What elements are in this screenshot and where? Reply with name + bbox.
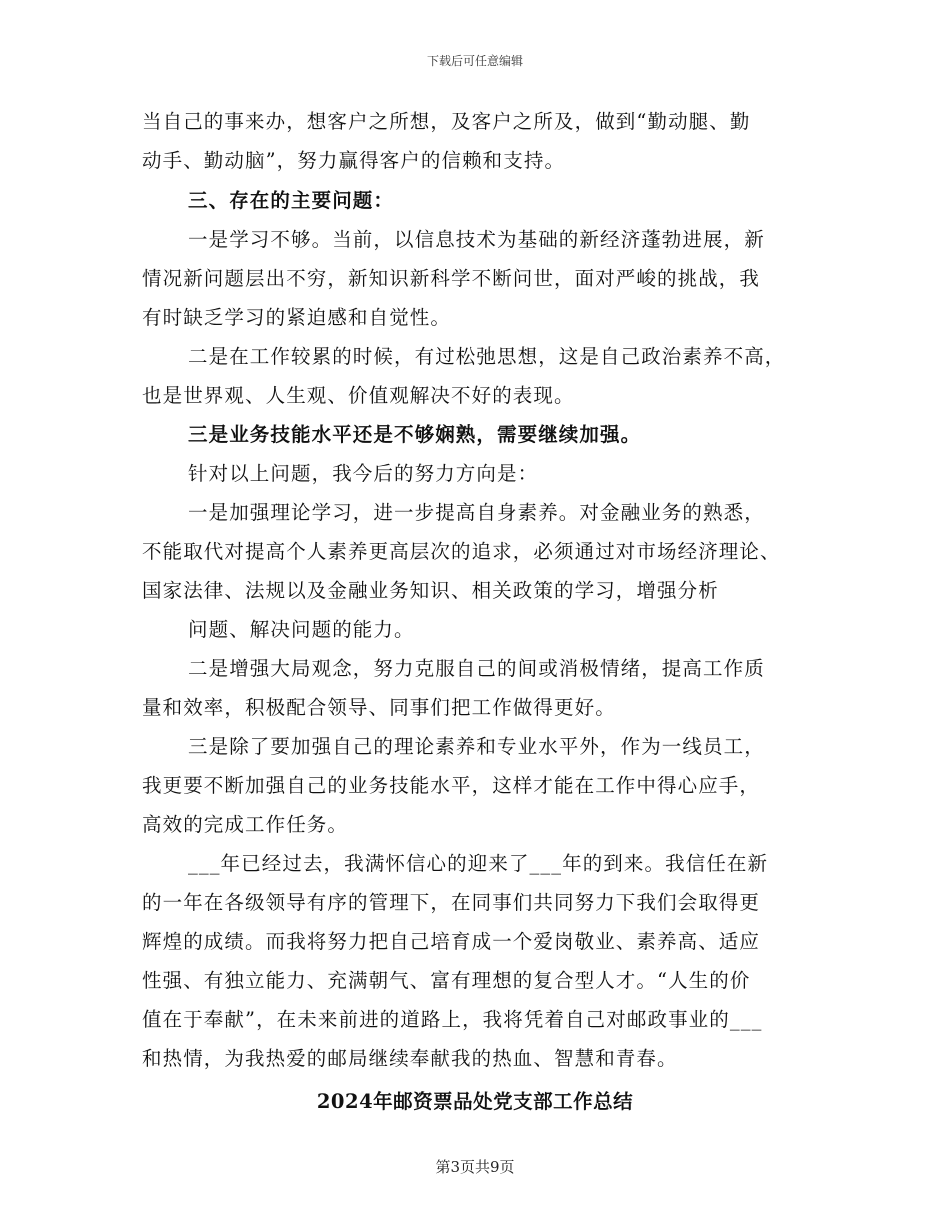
paragraph-line: ___年已经过去，我满怀信心的迎来了___年的到来。我信任在新 xyxy=(188,852,769,875)
paragraph-line: 和热情，为我热爱的邮局继续奉献我的热血、智慧和青春。 xyxy=(142,1047,678,1070)
paragraph-line: 国家法律、法规以及金融业务知识、相关政策的学习，增强分析 xyxy=(142,579,719,602)
paragraph-line: 当自己的事来办，想客户之所想，及客户之所及，做到“勤动腿、勤 xyxy=(142,110,751,133)
paragraph-line: 情况新问题层出不穷，新知识新科学不断问世，面对严峻的挑战，我 xyxy=(142,267,761,290)
paragraph-line: 高效的完成工作任务。 xyxy=(142,813,349,836)
paragraph-line: 不能取代对提高个人素养更高层次的追求，必须通过对市场经济理论、 xyxy=(142,540,781,563)
page-number: 第3页共9页 xyxy=(435,1158,515,1176)
section-title: 2024年邮资票品处党支部工作总结 xyxy=(316,1090,634,1113)
paragraph-line: 二是在工作较累的时候，有过松弛思想，这是自己政治素养不高， xyxy=(188,345,786,368)
paragraph-line: 也是世界观、人生观、价值观解决不好的表现。 xyxy=(142,384,575,407)
paragraph-line: 一是学习不够。当前，以信息技术为基础的新经济蓬勃进展，新 xyxy=(188,228,765,251)
paragraph-line: 一是加强理论学习，进一步提高自身素养。对金融业务的熟悉， xyxy=(188,501,765,524)
bold-statement: 三是业务技能水平还是不够娴熟，需要继续加强。 xyxy=(188,423,642,446)
paragraph-line: 的一年在各级领导有序的管理下，在同事们共同努力下我们会取得更 xyxy=(142,891,761,914)
paragraph-line: 性强、有独立能力、充满朝气、富有理想的复合型人才。“人生的价 xyxy=(142,969,751,992)
section-heading: 三、存在的主要问题： xyxy=(188,189,395,212)
paragraph-line: 针对以上问题，我今后的努力方向是： xyxy=(188,462,539,485)
paragraph-line: 有时缺乏学习的紧迫感和自觉性。 xyxy=(142,306,452,329)
paragraph-line: 辉煌的成绩。而我将努力把自己培育成一个爱岗敬业、素养高、适应 xyxy=(142,930,761,953)
paragraph-line: 问题、解决问题的能力。 xyxy=(188,618,415,641)
paragraph-line: 二是增强大局观念，努力克服自己的间或消极情绪，提高工作质 xyxy=(188,657,765,680)
paragraph-line: 动手、勤动脑”，努力赢得客户的信赖和支持。 xyxy=(142,149,566,172)
paragraph-line: 我更要不断加强自己的业务技能水平，这样才能在工作中得心应手， xyxy=(142,774,761,797)
paragraph-line: 三是除了要加强自己的理论素养和专业水平外，作为一线员工， xyxy=(188,735,765,758)
paragraph-line: 值在于奉献”，在未来前进的道路上，我将凭着自己对邮政事业的___ xyxy=(142,1008,763,1031)
page-header: 下载后可任意编辑 xyxy=(426,54,523,68)
paragraph-line: 量和效率，积极配合领导、同事们把工作做得更好。 xyxy=(142,696,616,719)
